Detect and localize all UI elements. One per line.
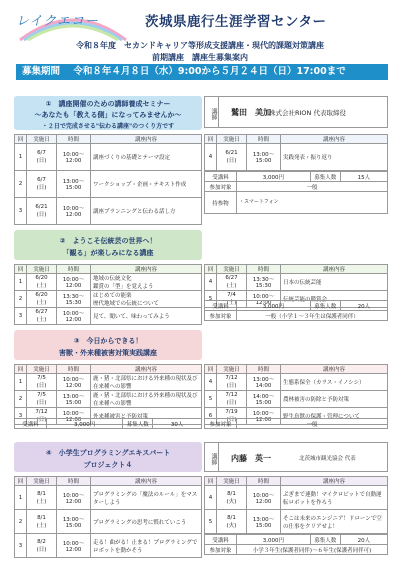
table-cell: 持参物 <box>205 192 237 214</box>
table-cell: 7/12 (日) <box>27 408 57 425</box>
table-cell: 20人 <box>340 301 387 311</box>
schedule-table-left <box>14 476 202 558</box>
table-cell: 参加対象 <box>205 545 237 555</box>
table-cell: 6/21 (日) <box>217 144 247 171</box>
section-title: ④ 小学生プログラミングエキスパート <box>45 449 171 457</box>
table-row <box>15 291 202 308</box>
table-cell: 7/19 (日) <box>217 408 247 425</box>
table-header-cell: 回 <box>205 477 217 486</box>
schedule-table-right <box>204 364 388 425</box>
lecturer-box <box>204 96 388 128</box>
table-header-cell: 実施日 <box>27 477 57 486</box>
table-cell: 3 <box>15 534 27 558</box>
table-cell: 3 <box>15 198 27 225</box>
table-cell: 3,000円 <box>237 535 311 545</box>
period-value: 令和８年４月８日（水）9:00から５月２４日（日）17:00まで <box>73 66 346 77</box>
table-header-cell: 時間 <box>57 265 91 274</box>
table-cell: 2 <box>15 510 27 534</box>
table-header-cell: 実施日 <box>217 365 247 374</box>
table-cell: 一般 <box>237 419 388 429</box>
table-cell: 農林被害の防除と予防対策 <box>281 391 388 408</box>
table-cell: 講座づくりの基礎とテーマ設定 <box>91 144 202 171</box>
table-header-cell: 時間 <box>247 365 281 374</box>
table-row <box>15 308 202 325</box>
table-cell: 13:30～ 15:30 <box>247 274 281 291</box>
table-cell: 7/12 (日) <box>217 391 247 408</box>
table-cell: 10:00～ 12:00 <box>57 408 91 425</box>
table-cell: 5 <box>205 510 217 534</box>
table-row <box>15 144 202 171</box>
section-heading <box>14 96 202 130</box>
section-heading <box>14 442 202 472</box>
table-cell: 10:00～ 12:00 <box>247 291 281 308</box>
info-table-target <box>204 418 388 429</box>
table-cell: 10:00～ 12:00 <box>57 198 91 225</box>
table-cell: 6/27 (土) <box>217 274 247 291</box>
table-cell: 6/21 (日) <box>27 198 57 225</box>
table-cell: 受講料 <box>205 535 237 545</box>
table-cell: 8/1 (火) <box>217 486 247 510</box>
table-cell: 10:00～ 12:00 <box>57 274 91 291</box>
table-cell: 10:00～ 12:00 <box>57 144 91 171</box>
table-cell: 1 <box>15 374 27 391</box>
table-cell: 20人 <box>340 535 387 545</box>
table-cell: 受講料 <box>205 172 237 182</box>
schedule-table-right <box>204 134 388 171</box>
table-cell: 見て、聞いて、味わってみよう <box>91 308 202 325</box>
section-note: ・２日で完成させる"伝わる講座"のつくり方です <box>41 123 175 130</box>
table-cell: 3 <box>15 308 27 325</box>
table-row <box>15 374 202 391</box>
table-row <box>15 391 202 408</box>
table-cell: 6/7 (日) <box>27 144 57 171</box>
table-cell: 講座プランニングと伝わる話し方 <box>91 198 202 225</box>
table-cell: 7/5 (日) <box>27 374 57 391</box>
table-cell: 30人 <box>153 419 202 429</box>
table-cell: 4 <box>205 374 217 391</box>
schedule-table-left <box>14 264 202 325</box>
table-row <box>205 510 388 534</box>
table-cell: 6/20 (土) <box>27 274 57 291</box>
lecturer-org: 北茨城市観光協会 代表 <box>299 456 356 462</box>
table-cell: 6/20 (土) <box>27 291 57 308</box>
table-cell: 6/27 (土) <box>27 308 57 325</box>
table-header-cell: 回 <box>15 477 27 486</box>
table-cell: 13:00～ 15:00 <box>57 171 91 198</box>
course-section-2 <box>14 230 388 326</box>
table-header-cell: 実施日 <box>27 365 57 374</box>
recruitment-period <box>16 64 388 80</box>
info-table <box>204 171 388 214</box>
table-cell: 10:00～ 12:00 <box>247 408 281 425</box>
table-cell: 一般（小学１～３年生は保護者同伴） <box>237 311 388 321</box>
table-cell: 生態系保全（カラス・イノシシ） <box>281 374 388 391</box>
lecturer-box <box>204 442 388 472</box>
info-table <box>204 300 388 321</box>
lecturer-name: 鷲田 美加 <box>231 108 271 117</box>
table-header-cell: 時間 <box>247 135 281 144</box>
course-section-3 <box>14 330 388 430</box>
table-cell: 4 <box>205 144 217 171</box>
table-cell: 3 <box>15 408 27 425</box>
table-header-cell: 講座内容 <box>91 477 202 486</box>
table-header-cell: 時間 <box>57 477 91 486</box>
table-header-cell: 講座内容 <box>91 365 202 374</box>
table-cell: 2 <box>15 391 27 408</box>
table-cell: ワークショップ・企画・テキスト作成 <box>91 171 202 198</box>
table-cell: 参加対象 <box>205 311 237 321</box>
table-row <box>15 274 202 291</box>
table-header-cell: 時間 <box>57 365 91 374</box>
table-header-cell: 講座内容 <box>281 477 388 486</box>
info-table <box>204 534 388 555</box>
table-cell: 小学３年生(保護者同伴)～６年生(保護者同伴可) <box>237 545 388 555</box>
table-cell: 7/5 (日) <box>27 391 57 408</box>
table-cell: 10:00～ 12:00 <box>57 486 91 510</box>
table-cell: 13:00～ 15:00 <box>57 391 91 408</box>
table-header-cell: 回 <box>205 365 217 374</box>
section-subtitle: ～あなたも「教える側」になってみませんか～ <box>34 111 182 119</box>
section-heading <box>14 330 202 360</box>
table-cell: 受講料 <box>15 419 47 429</box>
table-row <box>205 391 388 408</box>
section-subtitle: プロジェクト４ <box>83 461 133 469</box>
table-cell: ・スマートフォン <box>237 192 388 214</box>
table-cell: 1 <box>15 274 27 291</box>
table-cell: 10:00～ 12:00 <box>247 486 281 510</box>
course-section-4 <box>14 442 388 560</box>
table-cell: 13:00～ 15:00 <box>57 510 91 534</box>
table-cell: 14:00～ 15:00 <box>247 391 281 408</box>
table-cell: 鹿・猪・北部県における外来種の現状及び在来種への影響 <box>91 374 202 391</box>
table-cell: 8/1 (火) <box>217 510 247 534</box>
table-cell: プログラミングの「魔法のルール」をマスターしよう <box>91 486 202 510</box>
table-cell: 5 <box>205 391 217 408</box>
lecturer-name: 内藤 英一 <box>231 454 271 463</box>
table-cell: 4 <box>205 274 217 291</box>
table-header-cell: 実施日 <box>217 477 247 486</box>
table-cell: 走る！曲がる！止まる！プログラミングでロボットを動かそう <box>91 534 202 558</box>
table-cell: はじめての能楽 歴代地域での伝統について <box>91 291 202 308</box>
table-row <box>15 171 202 198</box>
table-header-cell: 実施日 <box>27 135 57 144</box>
table-cell: 13:30～ 15:30 <box>57 291 91 308</box>
section-title: ① 講座開催のための講師養成セミナー <box>45 100 171 108</box>
table-header-cell: 講座内容 <box>281 135 388 144</box>
table-cell: 13:00～ 14:00 <box>247 374 281 391</box>
table-cell: 6/7 (日) <box>27 171 57 198</box>
table-row <box>205 486 388 510</box>
table-cell: ぷぎまで連動！マイクロビットで自動運転ロボットを作ろう <box>281 486 388 510</box>
course-section-1 <box>14 96 388 226</box>
table-cell: プログラミングの思考に慣れていこう <box>91 510 202 534</box>
table-header-cell: 回 <box>205 265 217 274</box>
section-subtitle: 「観る」が楽しみになる講座 <box>62 249 154 257</box>
table-header-cell: 実施日 <box>217 135 247 144</box>
section-title: ② ようこそ伝統芸の世界へ！ <box>59 237 157 245</box>
info-table <box>14 418 202 429</box>
table-cell: 8/1 (土) <box>27 486 57 510</box>
section-heading <box>14 230 202 260</box>
schedule-table-right <box>204 476 388 534</box>
table-cell: 鹿・猪・北部県における外来種の現状及び在来種への影響 <box>91 391 202 408</box>
table-cell: 地域の伝統文化 鑑賞の「型」を覚えよう <box>91 274 202 291</box>
table-cell: 8/2 (日) <box>27 534 57 558</box>
table-header-cell: 講座内容 <box>91 135 202 144</box>
table-cell: 受講料 <box>205 301 237 311</box>
schedule-table-left <box>14 364 202 425</box>
table-cell: 13:00～ 15:00 <box>247 510 281 534</box>
table-cell: 6 <box>205 408 217 425</box>
table-row <box>15 510 202 534</box>
lecturer-label: 講師 <box>205 97 219 127</box>
table-cell: 2 <box>15 291 27 308</box>
table-header-cell: 講座内容 <box>91 265 202 274</box>
table-cell: 13:00～ 15:00 <box>247 144 281 171</box>
table-cell: 伝統芸能の鑑賞会 <box>281 291 388 308</box>
table-cell: 5 <box>205 291 217 308</box>
table-cell: 10:00～ 12:00 <box>57 534 91 558</box>
table-cell: 3,000円 <box>237 172 311 182</box>
table-cell: 1 <box>15 486 27 510</box>
table-header-cell: 実施日 <box>27 265 57 274</box>
table-row <box>205 374 388 391</box>
table-cell: 外来種被害と予防対策 <box>91 408 202 425</box>
table-cell: 募集人数 <box>310 301 340 311</box>
table-header-cell: 実施日 <box>217 265 247 274</box>
table-header-cell: 講座内容 <box>281 365 388 374</box>
table-row <box>15 198 202 225</box>
table-header-cell: 講座内容 <box>281 265 388 274</box>
table-cell: 7/12 (日) <box>217 374 247 391</box>
table-cell: 1 <box>15 144 27 171</box>
table-header-cell: 回 <box>205 135 217 144</box>
table-row <box>15 534 202 558</box>
table-cell: 3,000円 <box>47 419 123 429</box>
table-cell: 日本の伝統芸能 <box>281 274 388 291</box>
logo-text: レイクエコー <box>16 14 99 29</box>
table-cell: 4 <box>205 486 217 510</box>
table-cell: 10:00～ 12:00 <box>57 374 91 391</box>
lecturer-label: 講師 <box>205 443 219 471</box>
table-row <box>205 274 388 291</box>
table-cell: 参加対象 <box>205 419 237 429</box>
page-subtitle: 令和８年度 セカンドキャリア等形成支援講座・現代的課題対策講座 <box>76 41 324 50</box>
table-header-cell: 時間 <box>247 265 281 274</box>
table-header-cell: 時間 <box>57 135 91 144</box>
table-row <box>15 486 202 510</box>
table-cell: 参加対象 <box>205 182 237 192</box>
table-cell: 野生鳥獣の保護・管理について <box>281 408 388 425</box>
table-cell: 実践発表・振り返り <box>281 144 388 171</box>
table-cell: そこは未来のエンジニア！ドローンで空の仕事をクリアせよ！ <box>281 510 388 534</box>
schedule-table-left <box>14 134 202 225</box>
table-cell: 2 <box>15 171 27 198</box>
table-header-cell: 回 <box>15 265 27 274</box>
page-title: 茨城県鹿行生涯学習センター <box>145 14 327 30</box>
table-header-cell: 回 <box>15 365 27 374</box>
period-label: 募集期間 <box>22 66 61 77</box>
table-cell: 7/4 (土) <box>217 291 247 308</box>
table-cell: 募集人数 <box>310 172 340 182</box>
table-cell: 10:00～ 12:00 <box>57 308 91 325</box>
section-title: ③ 今日からできる！ <box>73 337 143 345</box>
table-header-cell: 回 <box>15 135 27 144</box>
table-cell: 募集人数 <box>123 419 153 429</box>
table-row <box>205 144 388 171</box>
table-cell: 15人 <box>340 172 387 182</box>
lecturer-org: 株式会社RION 代表取締役 <box>269 109 346 117</box>
table-cell: 募集人数 <box>310 535 340 545</box>
page-subtitle-2: 前期講座 講座生募集案内 <box>152 53 248 62</box>
table-cell: 3,000円 <box>237 301 311 311</box>
header <box>0 0 400 88</box>
table-cell: 一般 <box>237 182 388 192</box>
section-subtitle: 害獣・外来種被害対策実践講座 <box>59 349 157 357</box>
table-cell: 8/1 (土) <box>27 510 57 534</box>
table-header-cell: 時間 <box>247 477 281 486</box>
